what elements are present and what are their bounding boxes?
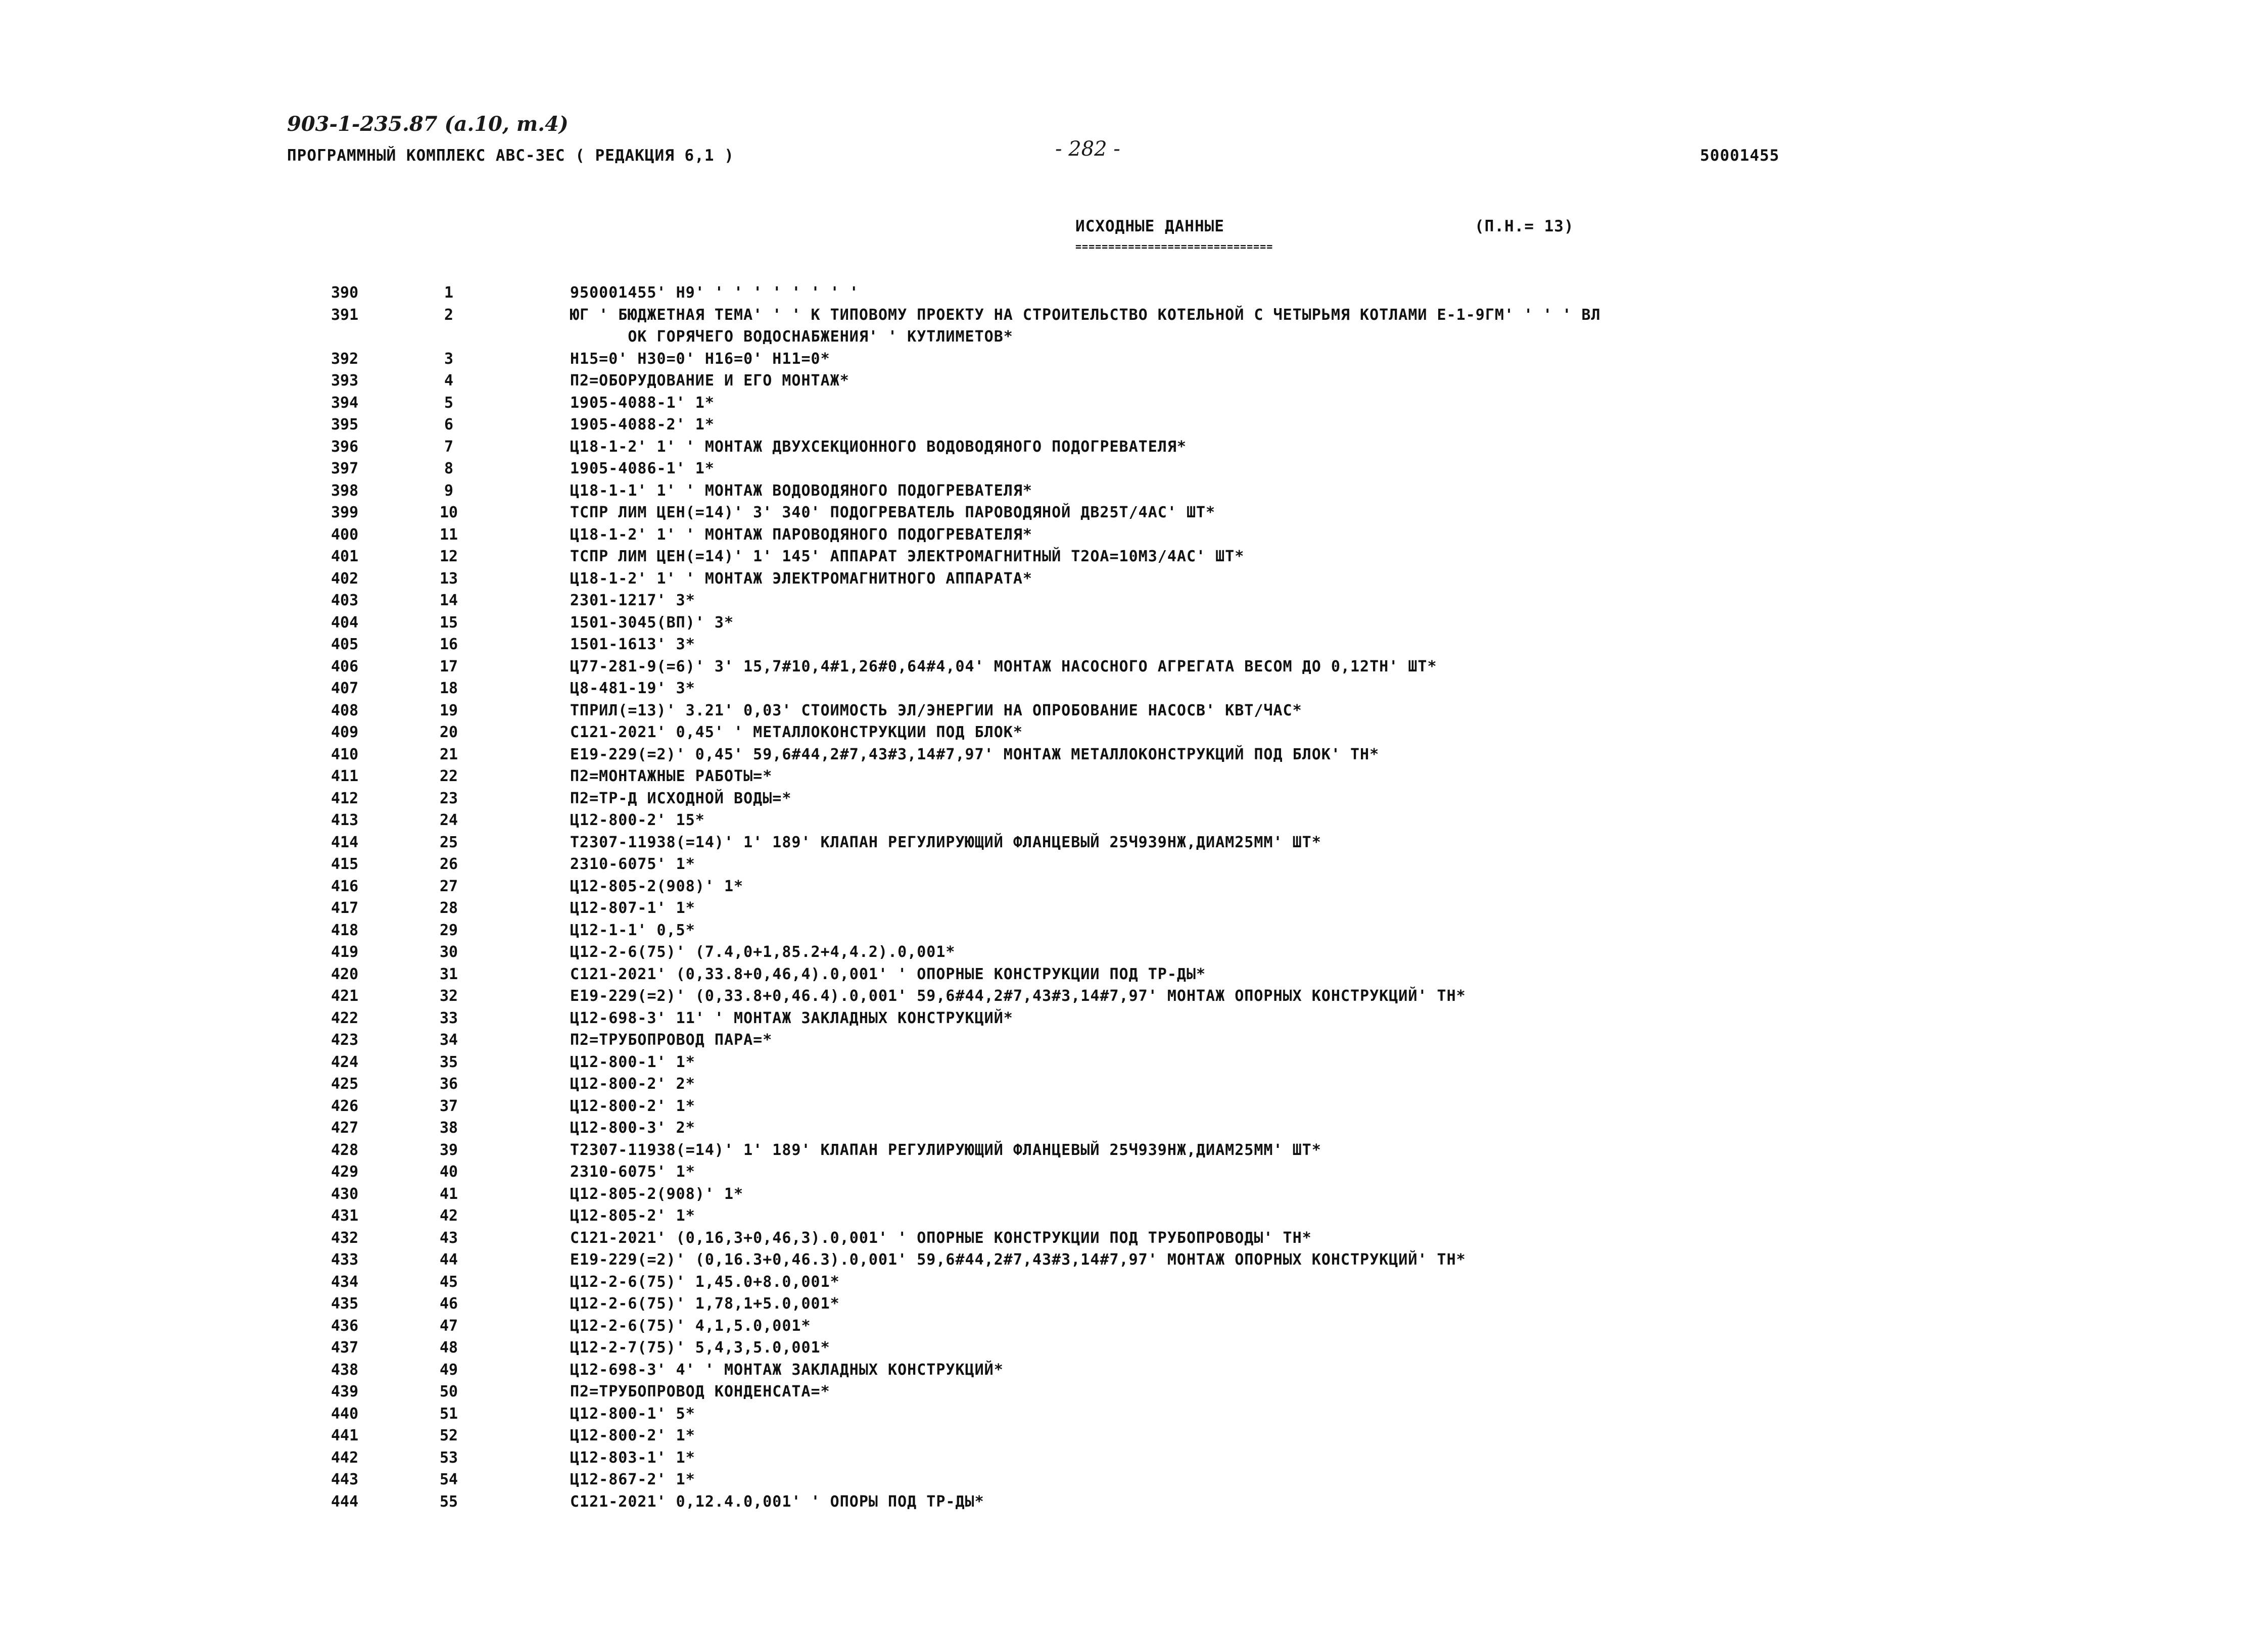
listing-row bbox=[0, 1403, 2268, 1425]
page-number: - 282 - bbox=[1055, 137, 1120, 161]
line-number: 415 bbox=[331, 855, 359, 873]
listing-row bbox=[0, 1271, 2268, 1293]
listing-row bbox=[0, 1315, 2268, 1337]
record-text: 1905-4088-2' 1* bbox=[570, 416, 715, 433]
listing-row bbox=[0, 788, 2268, 810]
listing-row bbox=[0, 1007, 2268, 1030]
record-text: Ц8-481-19' 3* bbox=[570, 680, 695, 697]
line-number: 391 bbox=[331, 306, 359, 324]
record-text: Ц12-2-6(75)' 4,1,5.0,001* bbox=[570, 1317, 811, 1335]
line-number: 410 bbox=[331, 745, 359, 763]
sequence-number: 31 bbox=[439, 965, 458, 983]
line-number: 417 bbox=[331, 899, 359, 917]
line-number: 439 bbox=[331, 1383, 359, 1401]
record-text: Ц12-1-1' 0,5* bbox=[570, 921, 695, 939]
sequence-number: 54 bbox=[439, 1471, 458, 1488]
sequence-number: 14 bbox=[439, 592, 458, 609]
sequence-number: 51 bbox=[439, 1405, 458, 1423]
line-number: 427 bbox=[331, 1119, 359, 1137]
listing-row bbox=[0, 1183, 2268, 1205]
record-text: С121-2021' (0,33.8+0,46,4).0,001' ' ОПОРНЫЕ КОНСТРУКЦИИ ПОД ТР-ДЫ* bbox=[570, 965, 1206, 983]
line-number: 440 bbox=[331, 1405, 359, 1423]
sequence-number: 9 bbox=[444, 481, 454, 500]
listing-row bbox=[0, 502, 2268, 524]
sequence-number: 32 bbox=[439, 987, 458, 1005]
sequence-number: 15 bbox=[439, 613, 458, 632]
sequence-number: 10 bbox=[439, 504, 458, 521]
line-number: 404 bbox=[331, 613, 359, 632]
listing-rows bbox=[0, 282, 2268, 1513]
listing-row bbox=[0, 1051, 2268, 1074]
sequence-number: 25 bbox=[439, 833, 458, 851]
sequence-number: 17 bbox=[439, 657, 458, 675]
line-number: 398 bbox=[331, 481, 359, 500]
sequence-number: 41 bbox=[439, 1185, 458, 1203]
sequence-number: 45 bbox=[439, 1273, 458, 1291]
record-text: Ц12-867-2' 1* bbox=[570, 1471, 695, 1488]
program-header: ПРОГРАММНЫЙ КОМПЛЕКС АВС-ЗЕС ( РЕДАКЦИЯ 6,1 ) bbox=[287, 147, 734, 165]
record-text: Ц12-800-2' 1* bbox=[570, 1427, 695, 1444]
record-text: 1501-1613' 3* bbox=[570, 636, 695, 653]
record-text: П2=ТРУБОПРОВОД ПАРА=* bbox=[570, 1031, 773, 1049]
record-text: 2310-6075' 1* bbox=[570, 855, 695, 873]
line-number: 421 bbox=[331, 987, 359, 1005]
record-text: Ц12-698-3' 4' ' МОНТАЖ ЗАКЛАДНЫХ КОНСТРУКЦИЙ* bbox=[570, 1361, 1004, 1379]
line-number: 436 bbox=[331, 1317, 359, 1335]
record-text: С121-2021' (0,16,3+0,46,3).0,001' ' ОПОРНЫЕ КОНСТРУКЦИИ ПОД ТРУБОПРОВОДЫ' ТН* bbox=[570, 1229, 1312, 1247]
sequence-number: 48 bbox=[439, 1339, 458, 1357]
listing-row bbox=[0, 590, 2268, 612]
record-text: ЮГ ' БЮДЖЕТНАЯ ТЕМА' ' ' К ТИПОВОМУ ПРОЕКТУ НА СТРОИТЕЛЬСТВО КОТЕЛЬНОЙ С ЧЕТЫРЬМЯ КОТЛАМИ Е-1-9ГМ' ' ' ' ВЛ ОК ГОРЯЧЕГО ВОДОСНАБЖЕНИЯ' ' КУТЛИМЕТОВ* bbox=[570, 306, 1601, 346]
line-number: 432 bbox=[331, 1229, 359, 1247]
record-text: Ц12-800-3' 2* bbox=[570, 1119, 695, 1137]
line-number: 413 bbox=[331, 811, 359, 829]
line-number: 435 bbox=[331, 1295, 359, 1313]
line-number: 411 bbox=[331, 767, 359, 785]
listing-row bbox=[0, 721, 2268, 744]
listing-row bbox=[0, 1359, 2268, 1381]
line-number: 431 bbox=[331, 1207, 359, 1225]
sequence-number: 4 bbox=[444, 372, 454, 390]
listing-row bbox=[0, 1249, 2268, 1271]
sequence-number: 12 bbox=[439, 548, 458, 565]
line-number: 418 bbox=[331, 921, 359, 939]
listing-row bbox=[0, 1095, 2268, 1118]
line-number: 419 bbox=[331, 943, 359, 961]
line-number: 443 bbox=[331, 1471, 359, 1488]
sequence-number: 34 bbox=[439, 1031, 458, 1049]
line-number: 412 bbox=[331, 789, 359, 807]
listing-row bbox=[0, 282, 2268, 304]
line-number: 395 bbox=[331, 416, 359, 433]
listing-row bbox=[0, 1447, 2268, 1469]
sequence-number: 1 bbox=[444, 284, 454, 302]
sequence-number: 37 bbox=[439, 1097, 458, 1115]
sequence-number: 11 bbox=[439, 525, 458, 544]
line-number: 405 bbox=[331, 636, 359, 653]
sequence-number: 13 bbox=[439, 569, 458, 588]
sequence-number: 55 bbox=[439, 1492, 458, 1511]
record-text: 2310-6075' 1* bbox=[570, 1163, 695, 1181]
listing-row bbox=[0, 1491, 2268, 1513]
sequence-number: 53 bbox=[439, 1449, 458, 1467]
listing-row bbox=[0, 1469, 2268, 1491]
line-number: 392 bbox=[331, 350, 359, 368]
record-text: Ц12-698-3' 11' ' МОНТАЖ ЗАКЛАДНЫХ КОНСТРУКЦИЙ* bbox=[570, 1009, 1013, 1027]
sequence-number: 3 bbox=[444, 350, 454, 368]
record-text: ТСПР ЛИМ ЦЕН(=14)' 3' 340' ПОДОГРЕВАТЕЛЬ ПАРОВОДЯНОЙ ДВ25Т/4АС' ШТ* bbox=[570, 504, 1216, 521]
listing-row bbox=[0, 524, 2268, 546]
record-text: П2=ТР-Д ИСХОДНОЙ ВОДЫ=* bbox=[570, 789, 792, 807]
line-number: 430 bbox=[331, 1185, 359, 1203]
line-number: 403 bbox=[331, 592, 359, 609]
line-number: 433 bbox=[331, 1251, 359, 1269]
listing-row bbox=[0, 1073, 2268, 1095]
listing-row bbox=[0, 963, 2268, 986]
line-number: 402 bbox=[331, 569, 359, 588]
record-text: Т2307-11938(=14)' 1' 189' КЛАПАН РЕГУЛИРУЮЩИЙ ФЛАНЦЕВЫЙ 25Ч939НЖ,ДИАМ25ММ' ШТ* bbox=[570, 1141, 1321, 1159]
sequence-number: 2 bbox=[444, 306, 454, 324]
listing-row bbox=[0, 1029, 2268, 1051]
listing-row bbox=[0, 1227, 2268, 1249]
listing-row bbox=[0, 985, 2268, 1007]
listing-row bbox=[0, 1337, 2268, 1359]
listing-row bbox=[0, 853, 2268, 876]
listing-row bbox=[0, 678, 2268, 700]
line-number: 400 bbox=[331, 525, 359, 544]
sequence-number: 7 bbox=[444, 438, 454, 456]
sequence-number: 52 bbox=[439, 1427, 458, 1444]
record-text: Ц12-805-2(908)' 1* bbox=[570, 1185, 744, 1203]
line-number: 424 bbox=[331, 1053, 359, 1071]
record-text: 2301-1217' 3* bbox=[570, 592, 695, 609]
record-text: Н15=0' Н30=0' Н16=0' Н11=0* bbox=[570, 350, 830, 368]
line-number: 397 bbox=[331, 460, 359, 477]
listing-row bbox=[0, 436, 2268, 458]
sequence-number: 19 bbox=[439, 701, 458, 719]
record-text: Ц12-2-7(75)' 5,4,3,5.0,001* bbox=[570, 1339, 830, 1357]
record-text: Ц12-805-2' 1* bbox=[570, 1207, 695, 1225]
record-text: Ц12-2-6(75)' (7.4,0+1,85.2+4,4.2).0,001* bbox=[570, 943, 956, 961]
line-number: 416 bbox=[331, 877, 359, 895]
line-number: 429 bbox=[331, 1163, 359, 1181]
listing-row bbox=[0, 1425, 2268, 1447]
listing-row bbox=[0, 897, 2268, 920]
sequence-number: 18 bbox=[439, 680, 458, 697]
sequence-number: 49 bbox=[439, 1361, 458, 1379]
record-text: Ц12-805-2(908)' 1* bbox=[570, 877, 744, 895]
line-number: 428 bbox=[331, 1141, 359, 1159]
record-text: Ц77-281-9(=6)' 3' 15,7#10,4#1,26#0,64#4,04' МОНТАЖ НАСОСНОГО АГРЕГАТА ВЕСОМ ДО 0,12ТН' ШТ* bbox=[570, 657, 1437, 675]
record-text: С121-2021' 0,45' ' МЕТАЛЛОКОНСТРУКЦИИ ПОД БЛОК* bbox=[570, 723, 1023, 741]
listing-row bbox=[0, 568, 2268, 590]
record-text: Ц18-1-1' 1' ' МОНТАЖ ВОДОВОДЯНОГО ПОДОГРЕВАТЕЛЯ* bbox=[570, 481, 1032, 500]
line-number: 393 bbox=[331, 372, 359, 390]
line-number: 390 bbox=[331, 284, 359, 302]
listing-row bbox=[0, 656, 2268, 678]
sequence-number: 24 bbox=[439, 811, 458, 829]
listing-row bbox=[0, 1205, 2268, 1227]
record-text: 1905-4088-1' 1* bbox=[570, 394, 715, 412]
listing-row bbox=[0, 1117, 2268, 1139]
sequence-number: 35 bbox=[439, 1053, 458, 1071]
sequence-number: 5 bbox=[444, 394, 454, 412]
record-text: П2=ОБОРУДОВАНИЕ И ЕГО МОНТАЖ* bbox=[570, 372, 849, 390]
record-text: С121-2021' 0,12.4.0,001' ' ОПОРЫ ПОД ТР-ДЫ* bbox=[570, 1492, 984, 1511]
record-text: Ц12-800-2' 1* bbox=[570, 1097, 695, 1115]
line-number: 420 bbox=[331, 965, 359, 983]
line-number: 444 bbox=[331, 1492, 359, 1511]
line-number: 442 bbox=[331, 1449, 359, 1467]
sequence-number: 44 bbox=[439, 1251, 458, 1269]
sequence-number: 50 bbox=[439, 1383, 458, 1401]
record-text: Ц18-1-2' 1' ' МОНТАЖ ЭЛЕКТРОМАГНИТНОГО АППАРАТА* bbox=[570, 569, 1032, 588]
listing-row bbox=[0, 458, 2268, 480]
listing-row bbox=[0, 1381, 2268, 1403]
sequence-number: 40 bbox=[439, 1163, 458, 1181]
listing-row bbox=[0, 832, 2268, 854]
listing-row bbox=[0, 370, 2268, 392]
listing-row bbox=[0, 1139, 2268, 1162]
line-number: 396 bbox=[331, 438, 359, 456]
sequence-number: 27 bbox=[439, 877, 458, 895]
record-text: Е19-229(=2)' 0,45' 59,6#44,2#7,43#3,14#7,97' МОНТАЖ МЕТАЛЛОКОНСТРУКЦИЙ ПОД БЛОК' ТН* bbox=[570, 745, 1380, 763]
record-text: Ц12-800-1' 1* bbox=[570, 1053, 695, 1071]
listing-row bbox=[0, 920, 2268, 942]
line-number: 399 bbox=[331, 504, 359, 521]
record-text: ТСПР ЛИМ ЦЕН(=14)' 1' 145' АППАРАТ ЭЛЕКТРОМАГНИТНЫЙ Т2ОА=10М3/4АС' ШТ* bbox=[570, 548, 1245, 565]
line-number: 408 bbox=[331, 701, 359, 719]
listing-row bbox=[0, 634, 2268, 656]
handwritten-reference: 903-1-235.87 (a.10, т.4) bbox=[287, 112, 569, 136]
record-text: Ц18-1-2' 1' ' МОНТАЖ ДВУХСЕКЦИОННОГО ВОДОВОДЯНОГО ПОДОГРЕВАТЕЛЯ* bbox=[570, 438, 1187, 456]
section-underline: ============================== bbox=[1075, 240, 1273, 253]
listing-row bbox=[0, 809, 2268, 832]
sequence-number: 20 bbox=[439, 723, 458, 741]
line-number: 422 bbox=[331, 1009, 359, 1027]
record-text: Ц12-803-1' 1* bbox=[570, 1449, 695, 1467]
listing-row bbox=[0, 700, 2268, 722]
listing-row bbox=[0, 765, 2268, 788]
sequence-number: 46 bbox=[439, 1295, 458, 1313]
record-text: Ц18-1-2' 1' ' МОНТАЖ ПАРОВОДЯНОГО ПОДОГРЕВАТЕЛЯ* bbox=[570, 525, 1032, 544]
sequence-number: 8 bbox=[444, 460, 454, 477]
line-number: 437 bbox=[331, 1339, 359, 1357]
line-number: 425 bbox=[331, 1075, 359, 1093]
sequence-number: 30 bbox=[439, 943, 458, 961]
record-text: Ц12-807-1' 1* bbox=[570, 899, 695, 917]
record-text: Ц12-800-2' 2* bbox=[570, 1075, 695, 1093]
line-number: 438 bbox=[331, 1361, 359, 1379]
listing-row bbox=[0, 304, 2268, 348]
sequence-number: 33 bbox=[439, 1009, 458, 1027]
line-number: 407 bbox=[331, 680, 359, 697]
listing-row bbox=[0, 941, 2268, 963]
line-number: 414 bbox=[331, 833, 359, 851]
listing-row bbox=[0, 546, 2268, 568]
record-text: 1501-3045(ВП)' 3* bbox=[570, 613, 734, 632]
record-text: П2=МОНТАЖНЫЕ РАБОТЫ=* bbox=[570, 767, 773, 785]
sequence-number: 26 bbox=[439, 855, 458, 873]
line-number: 426 bbox=[331, 1097, 359, 1115]
sequence-number: 21 bbox=[439, 745, 458, 763]
line-number: 434 bbox=[331, 1273, 359, 1291]
listing-row bbox=[0, 876, 2268, 898]
sequence-number: 22 bbox=[439, 767, 458, 785]
listing-row bbox=[0, 744, 2268, 766]
section-number: (П.Н.= 13) bbox=[1475, 217, 1574, 235]
record-text: Ц12-2-6(75)' 1,78,1+5.0,001* bbox=[570, 1295, 840, 1313]
listing-row bbox=[0, 348, 2268, 370]
record-text: Е19-229(=2)' (0,16.3+0,46.3).0,001' 59,6#44,2#7,43#3,14#7,97' МОНТАЖ ОПОРНЫХ КОНСТРУКЦИЙ' ТН* bbox=[570, 1251, 1466, 1269]
sequence-number: 36 bbox=[439, 1075, 458, 1093]
listing-row bbox=[0, 392, 2268, 414]
line-number: 409 bbox=[331, 723, 359, 741]
sequence-number: 16 bbox=[439, 636, 458, 653]
sequence-number: 6 bbox=[444, 416, 454, 433]
line-number: 441 bbox=[331, 1427, 359, 1444]
line-number: 423 bbox=[331, 1031, 359, 1049]
line-number: 401 bbox=[331, 548, 359, 565]
record-text: П2=ТРУБОПРОВОД КОНДЕНСАТА=* bbox=[570, 1383, 830, 1401]
document-number: 50001455 bbox=[1700, 147, 1780, 165]
sequence-number: 38 bbox=[439, 1119, 458, 1137]
listing-row bbox=[0, 612, 2268, 634]
sequence-number: 43 bbox=[439, 1229, 458, 1247]
listing-row bbox=[0, 1293, 2268, 1315]
record-text: 1905-4086-1' 1* bbox=[570, 460, 715, 477]
sequence-number: 28 bbox=[439, 899, 458, 917]
sequence-number: 42 bbox=[439, 1207, 458, 1225]
record-text: Ц12-800-1' 5* bbox=[570, 1405, 695, 1423]
sequence-number: 47 bbox=[439, 1317, 458, 1335]
sequence-number: 39 bbox=[439, 1141, 458, 1159]
record-text: Т2307-11938(=14)' 1' 189' КЛАПАН РЕГУЛИРУЮЩИЙ ФЛАНЦЕВЫЙ 25Ч939НЖ,ДИАМ25ММ' ШТ* bbox=[570, 833, 1321, 851]
record-text: ТПРИЛ(=13)' 3.21' 0,03' СТОИМОСТЬ ЭЛ/ЭНЕРГИИ НА ОПРОБОВАНИЕ НАСОСВ' КВТ/ЧАС* bbox=[570, 701, 1302, 719]
sequence-number: 23 bbox=[439, 789, 458, 807]
sequence-number: 29 bbox=[439, 921, 458, 939]
line-number: 394 bbox=[331, 394, 359, 412]
record-text: Ц12-2-6(75)' 1,45.0+8.0,001* bbox=[570, 1273, 840, 1291]
listing-row bbox=[0, 480, 2268, 502]
record-text: 950001455' Н9' ' ' ' ' ' ' ' ' bbox=[570, 284, 859, 302]
record-text: Ц12-800-2' 15* bbox=[570, 811, 705, 829]
listing-row bbox=[0, 414, 2268, 436]
section-title: ИСХОДНЫЕ ДАННЫЕ bbox=[1075, 217, 1224, 235]
listing-row bbox=[0, 1161, 2268, 1183]
line-number: 406 bbox=[331, 657, 359, 675]
record-text: Е19-229(=2)' (0,33.8+0,46.4).0,001' 59,6#44,2#7,43#3,14#7,97' МОНТАЖ ОПОРНЫХ КОНСТРУКЦИЙ' ТН* bbox=[570, 987, 1466, 1005]
